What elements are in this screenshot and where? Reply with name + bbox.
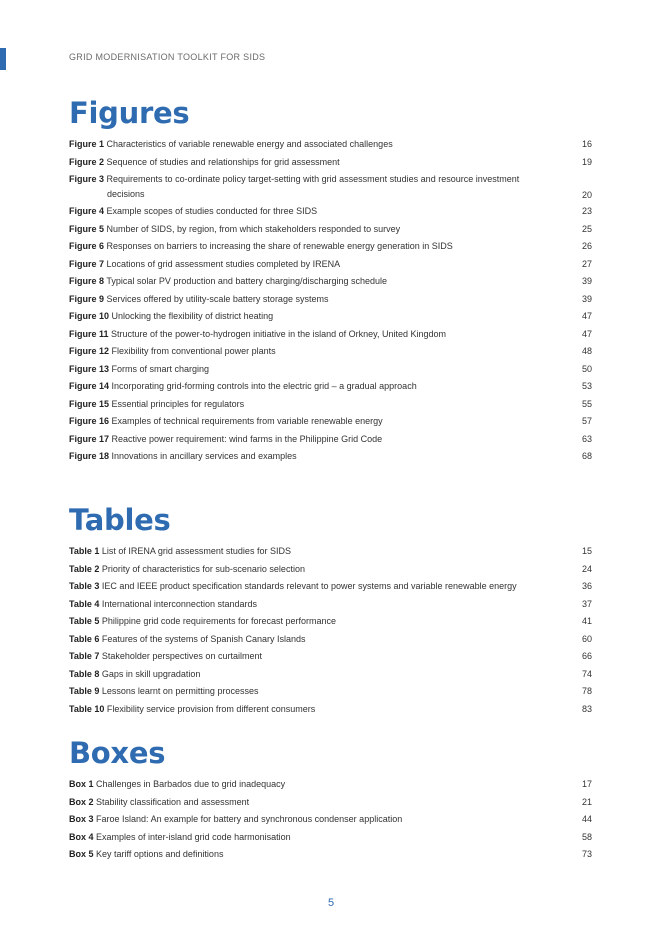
entry-title: Flexibility service provision from different consumers — [106, 703, 316, 714]
entry-page: 60 — [581, 633, 592, 644]
entry-page: 58 — [581, 831, 592, 842]
entry-label: Figure 13 — [69, 363, 110, 374]
entry-label: Figure 3 — [69, 174, 105, 184]
entry-title: Priority of characteristics for sub-scenario selection — [101, 563, 305, 574]
entry-label: Table 6 — [69, 633, 100, 644]
entry-label: Figure 18 — [69, 451, 110, 461]
entry-page: 37 — [581, 598, 592, 609]
entry-page: 17 — [581, 779, 592, 789]
entry-title: Challenges in Barbados due to grid inadequacy — [96, 779, 286, 789]
tables-heading: Tables — [69, 503, 171, 537]
entry-title: International interconnection standards — [101, 598, 257, 609]
entry-title: Stability classification and assessment — [96, 796, 250, 807]
entry-title: Locations of grid assessment studies completed by IRENA — [106, 258, 341, 269]
entry-page: 63 — [581, 433, 592, 444]
list-item[interactable] — [69, 631, 592, 649]
entry-label: Table 2 — [69, 563, 100, 574]
entry-label: Box 2 — [69, 796, 94, 807]
list-item[interactable] — [69, 203, 592, 221]
figures-heading: Figures — [69, 96, 190, 130]
entry-label: Figure 10 — [69, 311, 110, 321]
entry-label: Table 4 — [69, 598, 100, 609]
entry-page: 47 — [581, 311, 592, 321]
entry-title: Number of SIDS, by region, from which stakeholders responded to survey — [106, 223, 401, 234]
figures-list — [69, 136, 592, 466]
entry-title: Key tariff options and definitions — [96, 849, 224, 859]
entry-label: Table 3 — [69, 581, 100, 591]
entry-page: 48 — [581, 346, 592, 356]
list-item[interactable] — [69, 683, 592, 701]
entry-title-continuation: decisions — [107, 189, 145, 199]
entry-title: Requirements to co-ordinate policy target-setting with grid assessment studies and resource investment — [106, 174, 520, 184]
entry-page: 73 — [581, 849, 592, 859]
entry-title: Unlocking the flexibility of district heating — [111, 311, 274, 321]
entry-title: Services offered by utility-scale battery storage systems — [106, 293, 329, 304]
entry-page: 39 — [581, 276, 592, 286]
entry-label: Table 5 — [69, 616, 100, 626]
entry-title: List of IRENA grid assessment studies for SIDS — [101, 546, 291, 556]
entry-label: Figure 6 — [69, 241, 105, 251]
entry-page: 39 — [581, 293, 592, 304]
entry-label: Box 3 — [69, 814, 94, 824]
entry-page: 53 — [581, 381, 592, 391]
entry-page: 19 — [581, 156, 592, 167]
list-item[interactable] — [69, 238, 592, 256]
list-item[interactable] — [69, 578, 592, 596]
list-item[interactable] — [69, 613, 592, 631]
list-item[interactable] — [69, 361, 592, 379]
entry-label: Box 5 — [69, 849, 94, 859]
entry-title: Reactive power requirement: wind farms in the Philippine Grid Code — [111, 433, 383, 444]
entry-title: Example scopes of studies conducted for three SIDS — [106, 206, 318, 216]
entry-title: Faroe Island: An example for battery and synchronous condenser application — [96, 814, 403, 824]
entry-label: Box 4 — [69, 831, 94, 842]
list-item[interactable] — [69, 343, 592, 361]
entry-page: 55 — [581, 398, 592, 409]
list-item[interactable] — [69, 378, 592, 396]
entry-page: 36 — [581, 581, 592, 591]
entry-title: Stakeholder perspectives on curtailment — [101, 651, 262, 661]
entry-title: Examples of technical requirements from variable renewable energy — [111, 416, 383, 426]
list-item[interactable] — [69, 171, 592, 203]
list-item[interactable] — [69, 543, 592, 561]
entry-page: 78 — [581, 686, 592, 696]
entry-page: 57 — [581, 416, 592, 426]
entry-title: Structure of the power-to-hydrogen initiative in the island of Orkney, United Kingdom — [111, 328, 447, 339]
entry-title: Examples of inter-island grid code harmonisation — [96, 831, 291, 842]
entry-label: Table 7 — [69, 651, 100, 661]
page-number: 5 — [327, 897, 335, 909]
entry-page: 66 — [581, 651, 592, 661]
entry-title: Characteristics of variable renewable energy and associated challenges — [106, 139, 393, 149]
entry-label: Figure 4 — [69, 206, 105, 216]
entry-title: Essential principles for regulators — [111, 398, 245, 409]
entry-label: Figure 2 — [69, 156, 105, 167]
list-item[interactable] — [69, 273, 592, 291]
entry-page: 20 — [581, 190, 592, 200]
entry-label: Figure 14 — [69, 381, 110, 391]
list-item[interactable] — [69, 648, 592, 666]
entry-page: 25 — [581, 223, 592, 234]
tables-section — [69, 503, 592, 718]
boxes-list — [69, 776, 592, 864]
entry-label: Table 1 — [69, 546, 100, 556]
entry-title: IEC and IEEE product specification standards relevant to power systems and variable renewable energy — [101, 581, 517, 591]
list-item[interactable] — [69, 846, 592, 864]
entry-title: Incorporating grid-forming controls into the electric grid – a gradual approach — [111, 381, 417, 391]
list-item[interactable] — [69, 431, 592, 449]
boxes-section — [69, 736, 592, 864]
entry-label: Figure 15 — [69, 398, 110, 409]
entry-page: 83 — [581, 703, 592, 714]
entry-page: 21 — [581, 796, 592, 807]
list-item[interactable] — [69, 701, 592, 719]
entry-title: Flexibility from conventional power plants — [111, 346, 276, 356]
entry-label: Figure 12 — [69, 346, 110, 356]
entry-label: Figure 1 — [69, 139, 105, 149]
list-item[interactable] — [69, 448, 592, 466]
entry-page: 15 — [581, 546, 592, 556]
list-item[interactable] — [69, 396, 592, 414]
entry-label: Figure 8 — [69, 276, 105, 286]
entry-title: Responses on barriers to increasing the share of renewable energy generation in SIDS — [106, 241, 453, 251]
entry-page: 24 — [581, 563, 592, 574]
running-header: GRID MODERNISATION TOOLKIT FOR SIDS — [69, 52, 266, 62]
entry-title: Philippine grid code requirements for forecast performance — [101, 616, 336, 626]
entry-page: 44 — [581, 814, 592, 824]
boxes-heading: Boxes — [69, 736, 166, 770]
entry-page: 50 — [581, 363, 592, 374]
list-item[interactable] — [69, 776, 592, 794]
entry-title: Gaps in skill upgradation — [101, 668, 201, 679]
entry-page: 23 — [581, 206, 592, 216]
entry-label: Box 1 — [69, 779, 94, 789]
list-item[interactable] — [69, 413, 592, 431]
entry-label: Figure 16 — [69, 416, 110, 426]
list-item[interactable] — [69, 596, 592, 614]
entry-label: Figure 7 — [69, 258, 105, 269]
list-item[interactable] — [69, 256, 592, 274]
entry-title: Features of the systems of Spanish Canary Islands — [101, 633, 306, 644]
entry-page: 41 — [581, 616, 592, 626]
entry-page: 68 — [581, 451, 592, 461]
entry-page: 26 — [581, 241, 592, 251]
list-item[interactable] — [69, 326, 592, 344]
tables-list — [69, 543, 592, 718]
entry-label: Table 8 — [69, 668, 100, 679]
entry-page: 16 — [581, 139, 592, 149]
entry-title: Sequence of studies and relationships for grid assessment — [106, 156, 340, 167]
entry-page: 47 — [581, 328, 592, 339]
list-item[interactable] — [69, 308, 592, 326]
list-item[interactable] — [69, 561, 592, 579]
figures-section — [69, 96, 592, 466]
list-item[interactable] — [69, 829, 592, 847]
list-item[interactable] — [69, 221, 592, 239]
side-tab-marker — [0, 48, 6, 70]
list-item[interactable] — [69, 154, 592, 172]
entry-label: Figure 17 — [69, 433, 110, 444]
entry-page: 74 — [581, 668, 592, 679]
entry-label: Figure 5 — [69, 223, 105, 234]
list-item[interactable] — [69, 136, 592, 154]
entry-label: Figure 11 — [69, 328, 109, 339]
entry-title: Innovations in ancillary services and examples — [111, 451, 297, 461]
entry-title: Lessons learnt on permitting processes — [101, 686, 259, 696]
list-item[interactable] — [69, 811, 592, 829]
entry-label: Figure 9 — [69, 293, 105, 304]
entry-title: Typical solar PV production and battery charging/discharging schedule — [106, 276, 388, 286]
list-item[interactable] — [69, 666, 592, 684]
entry-title: Forms of smart charging — [111, 363, 210, 374]
list-item[interactable] — [69, 794, 592, 812]
list-item[interactable] — [69, 291, 592, 309]
entry-label: Table 9 — [69, 686, 100, 696]
entry-label: Table 10 — [69, 703, 105, 714]
entry-page: 27 — [581, 258, 592, 269]
